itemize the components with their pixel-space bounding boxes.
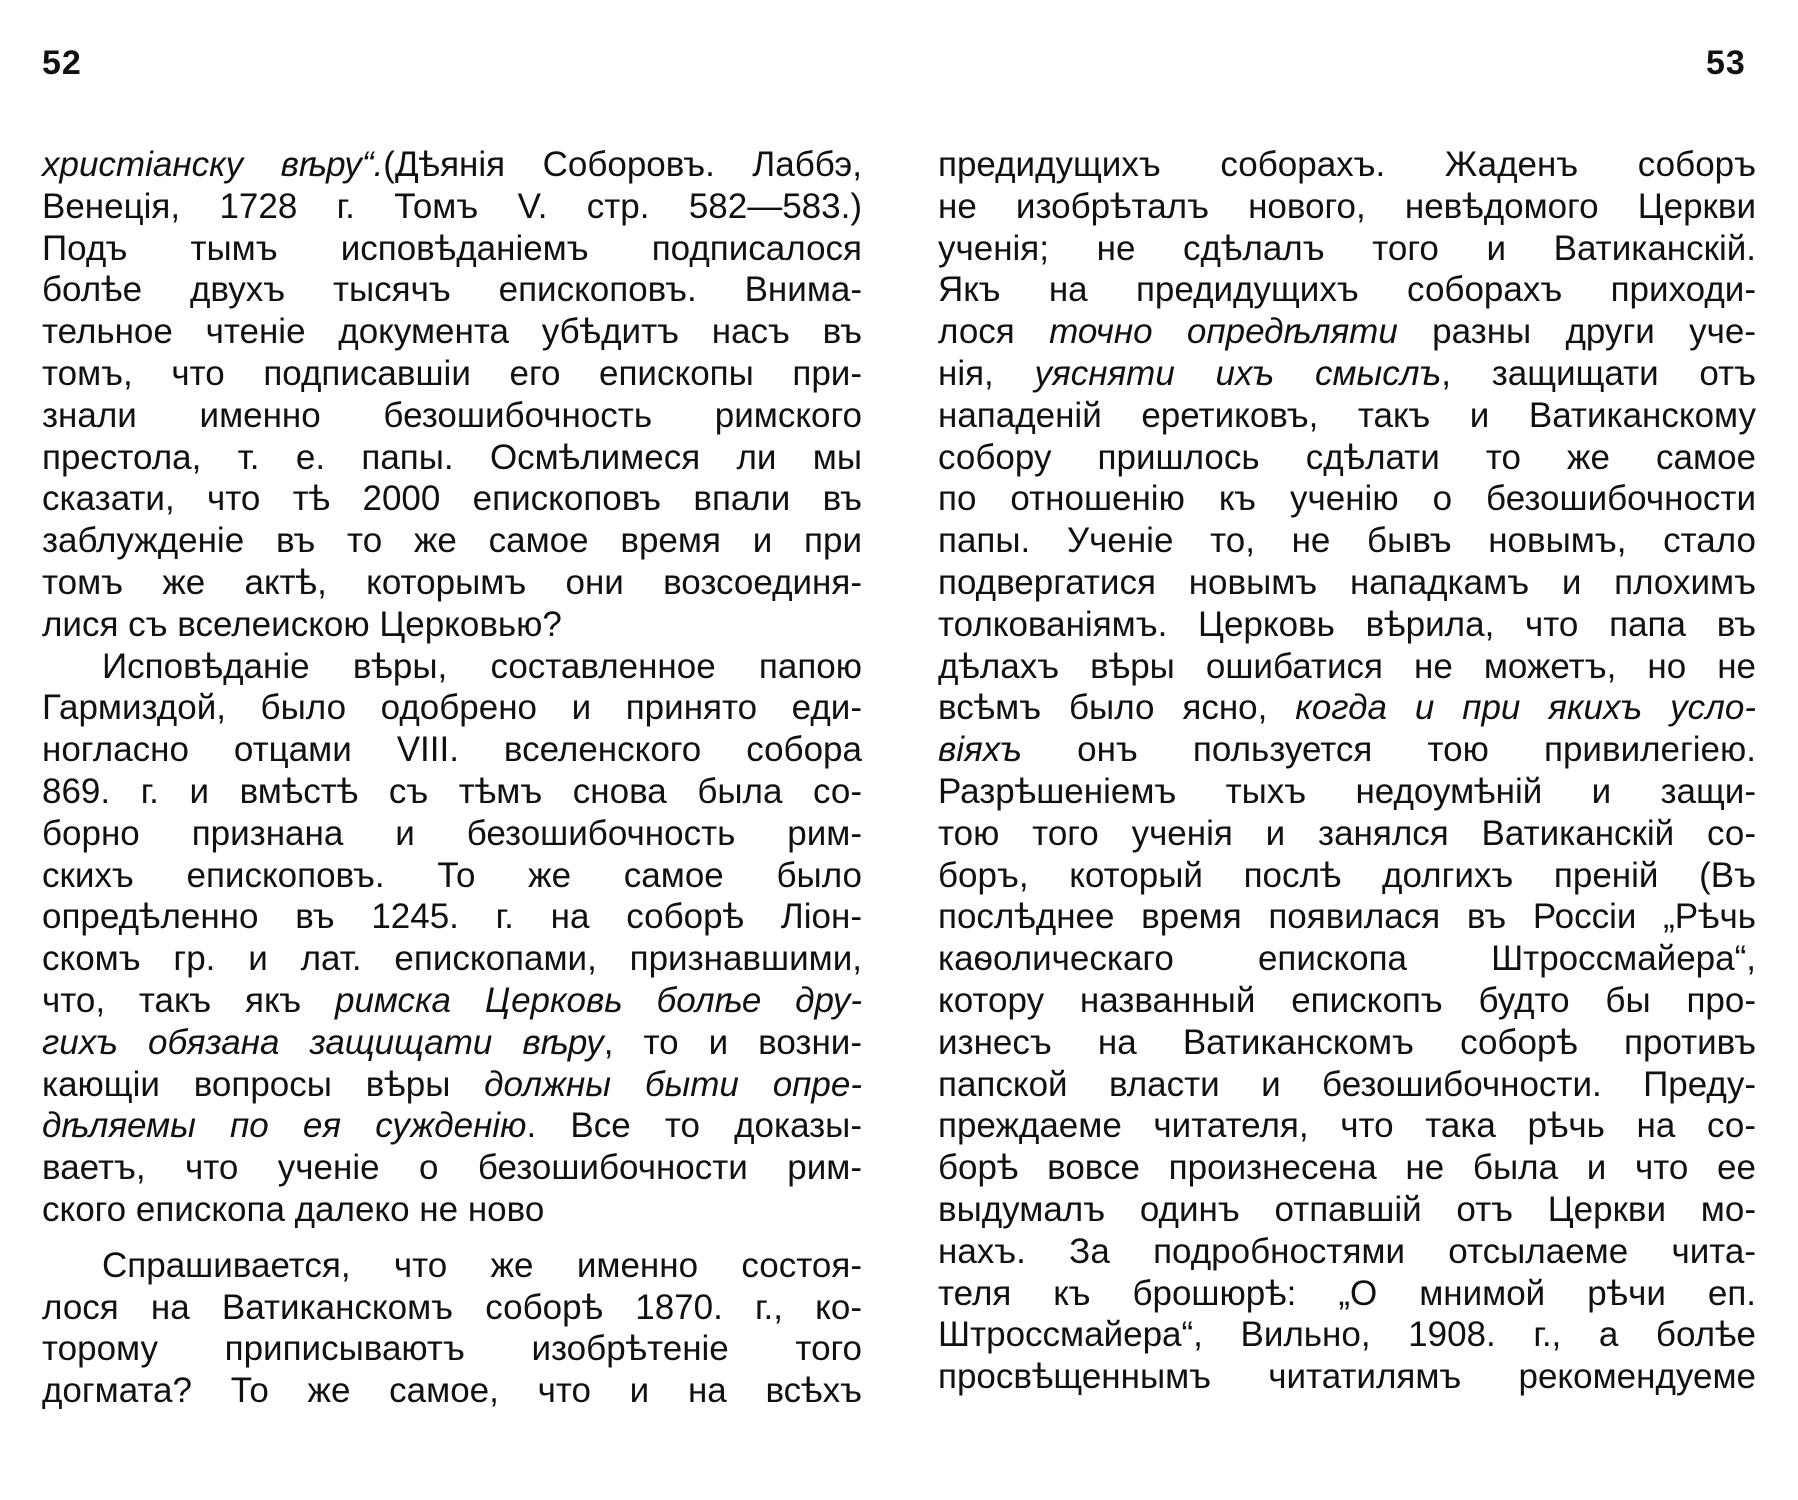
text-line: сказати, что тѣ 2000 епископовъ впали въ — [42, 479, 862, 519]
text-line: просвѣщеннымъ читатилямъ рекомендуеме — [938, 1357, 1756, 1397]
text-line: скихъ епископовъ. То же самое было — [42, 855, 862, 895]
text-line: тельное чтеніе документа убѣдитъ насъ въ — [42, 312, 862, 352]
text-line: Гармиздой, было одобрено и принято еди- — [42, 688, 862, 728]
text-line: Спрашивается, что же именно состоя- — [102, 1245, 862, 1285]
text-line: ского епископа далеко не ново — [42, 1189, 545, 1229]
text-line: догмата? То же самое, что и на всѣхъ — [42, 1371, 862, 1411]
italic-phrase: должны быти опре- — [484, 1064, 863, 1104]
text-line: всѣмъ было ясно, когда и при якихъ усло- — [938, 688, 1756, 728]
text-line: послѣднее время появилася въ Россіи „Рѣчь — [938, 897, 1756, 937]
text-line: знали именно безошибочность римского — [42, 395, 862, 435]
text-line: томъ же актѣ, которымъ они возсоединя- — [42, 562, 862, 602]
text-line: скомъ гр. и лат. епископами, признавшими, — [42, 939, 862, 979]
text-line: ваетъ, что ученіе о безошибочности рим- — [42, 1148, 862, 1188]
text-line: престола, т. е. папы. Осмѣлимеся ли мы — [42, 437, 862, 477]
right-page-text — [938, 144, 1756, 1398]
text-line: тою того ученія и занялся Ватиканскій со- — [938, 813, 1756, 853]
text-line: толкованіямъ. Церковь вѣрила, что папа въ — [938, 604, 1756, 644]
text-line: не изобрѣталъ нового, невѣдомого Церкви — [938, 186, 1756, 226]
left-page-text — [42, 144, 862, 1412]
text-line: Штроссмайера“, Вильно, 1908. г., а болѣе — [938, 1315, 1756, 1355]
text-line: что, такъ якъ римска Церковь болѣе дру- — [42, 980, 862, 1020]
italic-phrase: віяхъ — [938, 730, 1022, 770]
text-line: дѣлахъ вѣры ошибатися не можетъ, но не — [938, 646, 1756, 686]
italic-phrase: христіанску вѣру“. — [42, 145, 384, 184]
page-number-right: 53 — [1706, 44, 1746, 82]
text-line: христіанску вѣру“.(Дѣянія Соборовъ. Лаббэ, — [42, 145, 862, 184]
paragraph-2 — [42, 646, 862, 1231]
text-line: теля къ брошюрѣ: „О мнимой рѣчи еп. — [938, 1273, 1756, 1313]
text-line: дѣляемы по ея сужденію. Все то доказы- — [42, 1106, 862, 1146]
text-line: кающіи вопросы вѣры должны быти опре- — [42, 1064, 863, 1104]
paragraph-gap — [42, 1231, 862, 1245]
text-line: Якъ на предидущихъ соборахъ приходи- — [938, 270, 1756, 310]
italic-phrase: точно опредѣляти — [1049, 312, 1398, 352]
text-line: борно признана и безошибочность рим- — [42, 813, 862, 853]
text-line: папы. Ученіе то, не бывъ новымъ, стало — [938, 521, 1756, 561]
text-line: Подъ тымъ исповѣданіемъ подписалося — [42, 228, 862, 268]
italic-phrase: дѣляемы по ея сужденію — [42, 1106, 527, 1146]
paragraph-3 — [42, 1245, 862, 1412]
text-line: лося на Ватиканскомъ соборѣ 1870. г., ко- — [42, 1287, 862, 1327]
text-line: нахъ. За подробностями отсылаеме чита- — [938, 1231, 1756, 1271]
text-line: опредѣленно въ 1245. г. на соборѣ Ліон- — [42, 897, 862, 937]
text-line: Исповѣданіе вѣры, составленное папою — [102, 646, 862, 686]
text-line: 869. г. и вмѣстѣ съ тѣмъ снова была со- — [42, 771, 862, 811]
text-line: ногласно отцами VIII. вселенского собора — [42, 730, 862, 770]
text-line: предидущихъ соборахъ. Жаденъ соборъ — [938, 145, 1756, 184]
text-line: болѣе двухъ тысячъ епископовъ. Внима- — [42, 270, 862, 310]
text-line: собору пришлось сдѣлати то же самое — [938, 437, 1756, 477]
text-line: Разрѣшеніемъ тыхъ недоумѣній и защи- — [938, 771, 1756, 811]
text-line: борѣ вовсе произнесена не была и что ее — [938, 1148, 1756, 1188]
text-line: томъ, что подписавшіи его епископы при- — [42, 353, 862, 393]
text-line: гихъ обязана защищати вѣру, то и возни- — [42, 1022, 863, 1062]
text-line: подвергатися новымъ нападкамъ и плохимъ — [938, 562, 1756, 602]
text-line: нія, уясняти ихъ смыслъ, защищати отъ — [938, 353, 1756, 393]
italic-phrase: римска Церковь болѣе дру- — [335, 980, 862, 1020]
text-line: по отношенію къ ученію о безошибочности — [938, 479, 1756, 519]
text-line: папской власти и безошибочности. Преду- — [938, 1064, 1756, 1104]
text-line: изнесъ на Ватиканскомъ соборѣ противъ — [938, 1022, 1756, 1062]
text-line: ученія; не сдѣлалъ того и Ватиканскій. — [938, 228, 1756, 268]
paragraph-1 — [42, 144, 862, 646]
italic-phrase: когда и при якихъ усло- — [1295, 688, 1756, 728]
text-line: каѳолическаго епископа Штроссмайера“, — [938, 939, 1756, 979]
italic-phrase: уясняти ихъ смыслъ — [1034, 353, 1442, 393]
text-line: заблужденіе въ то же самое время и при — [42, 521, 862, 561]
text-line: котору названный епископъ будто бы про- — [938, 980, 1756, 1020]
text-line: віяхъ онъ пользуется тою привилегіею. — [938, 730, 1756, 770]
text-line: лися съ вселеискою Церковью? — [42, 604, 562, 644]
text-line: нападеній еретиковъ, такъ и Ватиканскому — [938, 395, 1756, 435]
text-line: лося точно опредѣляти разны други уче- — [938, 312, 1756, 352]
italic-phrase: гихъ обязана защищати вѣру — [42, 1022, 604, 1062]
page-number-left: 52 — [42, 44, 82, 82]
text-line: выдумалъ одинъ отпавшій отъ Церкви мо- — [938, 1189, 1756, 1229]
text-line: боръ, который послѣ долгихъ преній (Въ — [938, 855, 1756, 895]
text-line: преждаеме читателя, что така рѣчь на со- — [938, 1106, 1756, 1146]
text-line: Венеція, 1728 г. Томъ V. стр. 582—583.) — [42, 186, 862, 226]
text-line: торому приписываютъ изобрѣтеніе того — [42, 1329, 862, 1369]
